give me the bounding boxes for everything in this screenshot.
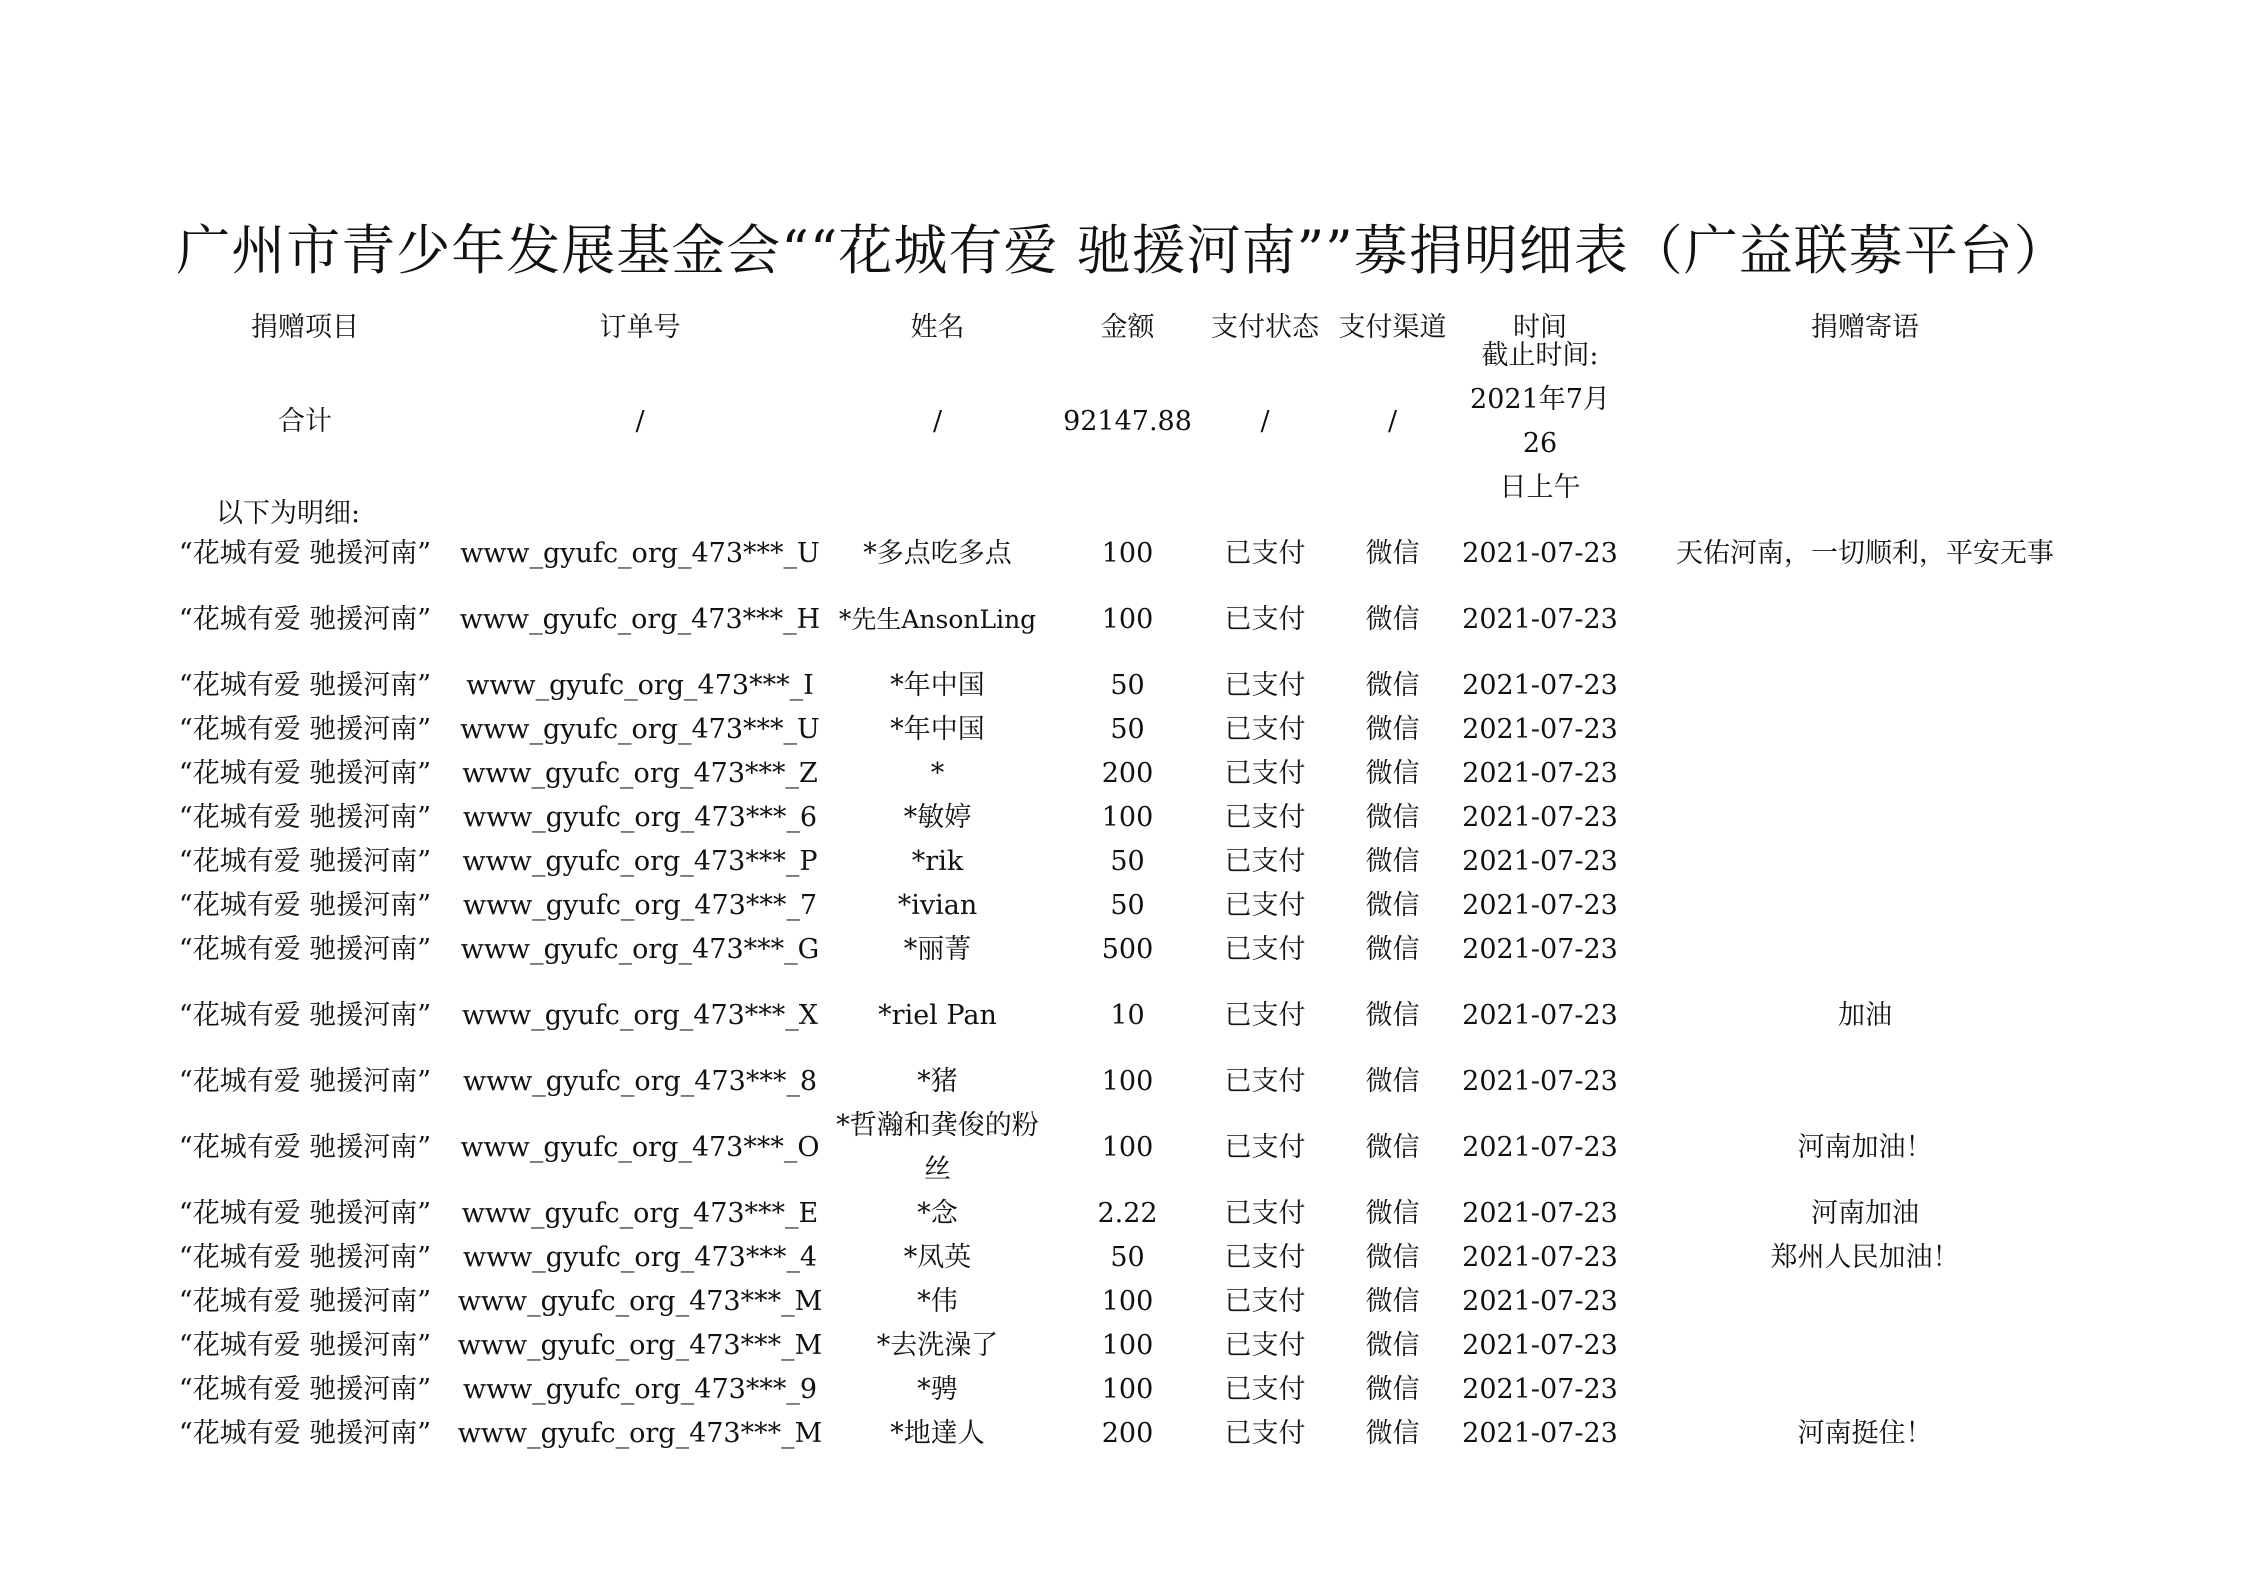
cell-time: 2021-07-23	[1462, 1132, 1618, 1163]
total-status: /	[1260, 406, 1270, 437]
cell-message	[1625, 884, 2105, 928]
cell-order: www_gyufc_org_473***_I	[466, 670, 814, 701]
cell-project: “花城有爱 驰援河南”	[178, 934, 432, 965]
cell-status: 已支付	[1224, 1000, 1306, 1031]
cell-message	[1625, 840, 2105, 884]
cell-time: 2021-07-23	[1462, 714, 1618, 745]
cell-time: 2021-07-23	[1462, 1418, 1618, 1449]
cell-time: 2021-07-23	[1462, 1330, 1618, 1361]
cell-amount: 50	[1110, 1242, 1145, 1273]
detail-note: 以下为明细:	[216, 497, 361, 529]
cell-project: “花城有爱 驰援河南”	[178, 1066, 432, 1097]
cell-name: *地達人	[890, 1418, 985, 1449]
header-message: 捐赠寄语	[1811, 312, 1919, 343]
cell-time: 2021-07-23	[1462, 670, 1618, 701]
cell-channel: 微信	[1365, 1198, 1420, 1229]
cell-amount: 50	[1110, 670, 1145, 701]
cell-time: 2021-07-23	[1462, 604, 1618, 635]
cell-name: *ivian	[897, 890, 978, 921]
cell-channel: 微信	[1365, 934, 1420, 965]
cell-amount: 100	[1101, 538, 1154, 569]
cell-amount: 100	[1101, 1132, 1154, 1163]
cell-amount: 100	[1101, 802, 1154, 833]
cell-amount: 50	[1110, 846, 1145, 877]
cell-project: “花城有爱 驰援河南”	[178, 670, 432, 701]
cell-order: www_gyufc_org_473***_O	[460, 1132, 820, 1163]
cell-project: “花城有爱 驰援河南”	[178, 846, 432, 877]
cell-order: www_gyufc_org_473***_U	[460, 714, 820, 745]
header-name: 姓名	[910, 312, 965, 343]
cell-order: www_gyufc_org_473***_Z	[462, 758, 818, 789]
cell-message	[1625, 664, 2105, 708]
cell-status: 已支付	[1224, 714, 1306, 745]
cell-project: “花城有爱 驰援河南”	[178, 714, 432, 745]
cell-time: 2021-07-23	[1462, 1242, 1618, 1273]
cell-project: “花城有爱 驰援河南”	[178, 890, 432, 921]
cell-channel: 微信	[1365, 802, 1420, 833]
cell-order: www_gyufc_org_473***_7	[462, 890, 818, 921]
cell-name: *先生AnsonLing	[838, 605, 1037, 634]
donation-table	[150, 300, 2105, 1456]
header-time: 时间	[1513, 312, 1567, 343]
cell-message	[1625, 1324, 2105, 1368]
cell-time: 2021-07-23	[1462, 1374, 1618, 1405]
cell-amount: 200	[1101, 1418, 1154, 1449]
cell-name: *敏婷	[903, 802, 972, 833]
cell-message: 河南挺住！	[1797, 1418, 1933, 1449]
cell-amount: 100	[1101, 1066, 1154, 1097]
cell-name: *凤英	[903, 1242, 972, 1273]
cell-name: *丽菁	[903, 934, 972, 965]
cell-channel: 微信	[1365, 758, 1420, 789]
cell-message: 河南加油！	[1797, 1132, 1933, 1163]
header-channel: 支付渠道	[1338, 312, 1447, 343]
cell-project: “花城有爱 驰援河南”	[178, 538, 432, 569]
total-order: /	[635, 406, 645, 437]
cell-status: 已支付	[1224, 758, 1306, 789]
cell-amount: 2.22	[1097, 1198, 1158, 1229]
cell-time: 2021-07-23	[1462, 846, 1618, 877]
cell-name: *骋	[917, 1374, 958, 1405]
cell-amount: 50	[1110, 890, 1145, 921]
cell-order: www_gyufc_org_473***_M	[457, 1418, 823, 1449]
cell-message	[1625, 1368, 2105, 1412]
total-time	[1455, 340, 1625, 503]
cell-status: 已支付	[1224, 1374, 1306, 1405]
cell-name: *riel Pan	[878, 1000, 997, 1031]
total-amount: 92147.88	[1063, 406, 1192, 437]
cell-project: “花城有爱 驰援河南”	[178, 758, 432, 789]
cell-status: 已支付	[1224, 1242, 1306, 1273]
cell-project: “花城有爱 驰援河南”	[178, 1000, 432, 1031]
cell-channel: 微信	[1365, 1374, 1420, 1405]
cell-message: 河南加油	[1811, 1198, 1919, 1229]
cell-project: “花城有爱 驰援河南”	[178, 604, 432, 635]
cell-amount: 10	[1110, 1000, 1145, 1031]
cell-time: 2021-07-23	[1462, 890, 1618, 921]
cell-order: www_gyufc_org_473***_8	[462, 1066, 818, 1097]
cell-order: www_gyufc_org_473***_X	[461, 1000, 819, 1031]
cell-channel: 微信	[1365, 890, 1420, 921]
cell-time: 2021-07-23	[1462, 1198, 1618, 1229]
cell-message: 加油	[1838, 1000, 1892, 1031]
total-message	[1625, 356, 2105, 488]
cell-name: *多点吃多点	[863, 538, 1012, 569]
cell-time: 2021-07-23	[1462, 538, 1618, 569]
cell-order: www_gyufc_org_473***_4	[462, 1242, 818, 1273]
cell-message: 天佑河南，一切顺利，平安无事	[1676, 538, 2054, 569]
cell-status: 已支付	[1224, 1418, 1306, 1449]
cell-amount: 500	[1101, 934, 1154, 965]
total-project: 合计	[278, 406, 332, 437]
cell-time: 2021-07-23	[1462, 1000, 1618, 1031]
header-amount: 金额	[1100, 312, 1155, 343]
cell-order: www_gyufc_org_473***_6	[462, 802, 818, 833]
cell-project: “花城有爱 驰援河南”	[178, 1286, 432, 1317]
cell-name: *年中国	[890, 670, 985, 701]
header-status: 支付状态	[1211, 312, 1319, 343]
cell-channel: 微信	[1365, 1000, 1420, 1031]
cell-order: www_gyufc_org_473***_M	[457, 1330, 823, 1361]
cell-status: 已支付	[1224, 1198, 1306, 1229]
cell-name: *哲瀚和龚俊的粉丝	[836, 1110, 1039, 1185]
cell-name: *rik	[911, 846, 964, 877]
cell-status: 已支付	[1224, 1330, 1306, 1361]
cell-message	[1625, 1280, 2105, 1324]
cell-status: 已支付	[1224, 846, 1306, 877]
cell-message	[1625, 1060, 2105, 1104]
total-name: /	[932, 406, 943, 437]
cell-project: “花城有爱 驰援河南”	[178, 1330, 432, 1361]
cell-status: 已支付	[1224, 604, 1306, 635]
total-time-line2: 2021年7月26	[1470, 384, 1610, 459]
cell-status: 已支付	[1224, 1066, 1306, 1097]
cell-order: www_gyufc_org_473***_P	[462, 846, 818, 877]
cell-status: 已支付	[1224, 890, 1306, 921]
cell-order: www_gyufc_org_473***_G	[460, 934, 820, 965]
cell-status: 已支付	[1224, 1286, 1306, 1317]
header-order: 订单号	[599, 312, 681, 343]
cell-channel: 微信	[1365, 1286, 1420, 1317]
total-time-line3: 日上午	[1499, 472, 1581, 503]
cell-message: 郑州人民加油！	[1770, 1242, 1960, 1273]
cell-name: *念	[917, 1198, 958, 1229]
cell-channel: 微信	[1365, 1418, 1420, 1449]
cell-name: *猪	[917, 1066, 958, 1097]
cell-order: www_gyufc_org_473***_9	[462, 1374, 818, 1405]
cell-name: *年中国	[890, 714, 985, 745]
cell-project: “花城有爱 驰援河南”	[178, 1242, 432, 1273]
cell-name: *伟	[917, 1286, 958, 1317]
cell-message	[1625, 928, 2105, 972]
cell-amount: 100	[1101, 1286, 1154, 1317]
cell-time: 2021-07-23	[1462, 758, 1618, 789]
cell-time: 2021-07-23	[1462, 1286, 1618, 1317]
cell-status: 已支付	[1224, 538, 1306, 569]
document-title: 广州市青少年发展基金会““花城有爱 驰援河南””募捐明细表（广益联募平台）	[176, 219, 2069, 282]
cell-project: “花城有爱 驰援河南”	[178, 1132, 432, 1163]
cell-message	[1625, 796, 2105, 840]
cell-order: www_gyufc_org_473***_H	[459, 604, 821, 635]
cell-project: “花城有爱 驰援河南”	[178, 1198, 432, 1229]
cell-name: *去洗澡了	[876, 1330, 999, 1361]
cell-time: 2021-07-23	[1462, 1066, 1618, 1097]
cell-channel: 微信	[1365, 846, 1420, 877]
cell-status: 已支付	[1224, 670, 1306, 701]
cell-message	[1625, 576, 2105, 664]
cell-channel: 微信	[1365, 1132, 1420, 1163]
cell-status: 已支付	[1224, 934, 1306, 965]
cell-status: 已支付	[1224, 802, 1306, 833]
cell-message	[1625, 752, 2105, 796]
cell-amount: 200	[1101, 758, 1154, 789]
cell-amount: 50	[1110, 714, 1145, 745]
cell-message	[1625, 708, 2105, 752]
cell-amount: 100	[1101, 604, 1154, 635]
cell-time: 2021-07-23	[1462, 934, 1618, 965]
cell-channel: 微信	[1365, 1330, 1420, 1361]
cell-time: 2021-07-23	[1462, 802, 1618, 833]
cell-channel: 微信	[1365, 670, 1420, 701]
total-channel: /	[1387, 406, 1398, 437]
cell-name: *	[930, 758, 945, 789]
cell-order: www_gyufc_org_473***_U	[460, 538, 820, 569]
cell-amount: 100	[1101, 1374, 1154, 1405]
cell-channel: 微信	[1365, 604, 1420, 635]
cell-channel: 微信	[1365, 1066, 1420, 1097]
cell-project: “花城有爱 驰援河南”	[178, 802, 432, 833]
cell-status: 已支付	[1224, 1132, 1306, 1163]
cell-channel: 微信	[1365, 1242, 1420, 1273]
cell-project: “花城有爱 驰援河南”	[178, 1418, 432, 1449]
cell-channel: 微信	[1365, 538, 1420, 569]
total-time-line1: 截止时间:	[1481, 340, 1599, 371]
cell-amount: 100	[1101, 1330, 1154, 1361]
cell-project: “花城有爱 驰援河南”	[178, 1374, 432, 1405]
cell-order: www_gyufc_org_473***_M	[457, 1286, 823, 1317]
cell-order: www_gyufc_org_473***_E	[461, 1198, 819, 1229]
cell-channel: 微信	[1365, 714, 1420, 745]
header-project: 捐赠项目	[251, 312, 359, 343]
